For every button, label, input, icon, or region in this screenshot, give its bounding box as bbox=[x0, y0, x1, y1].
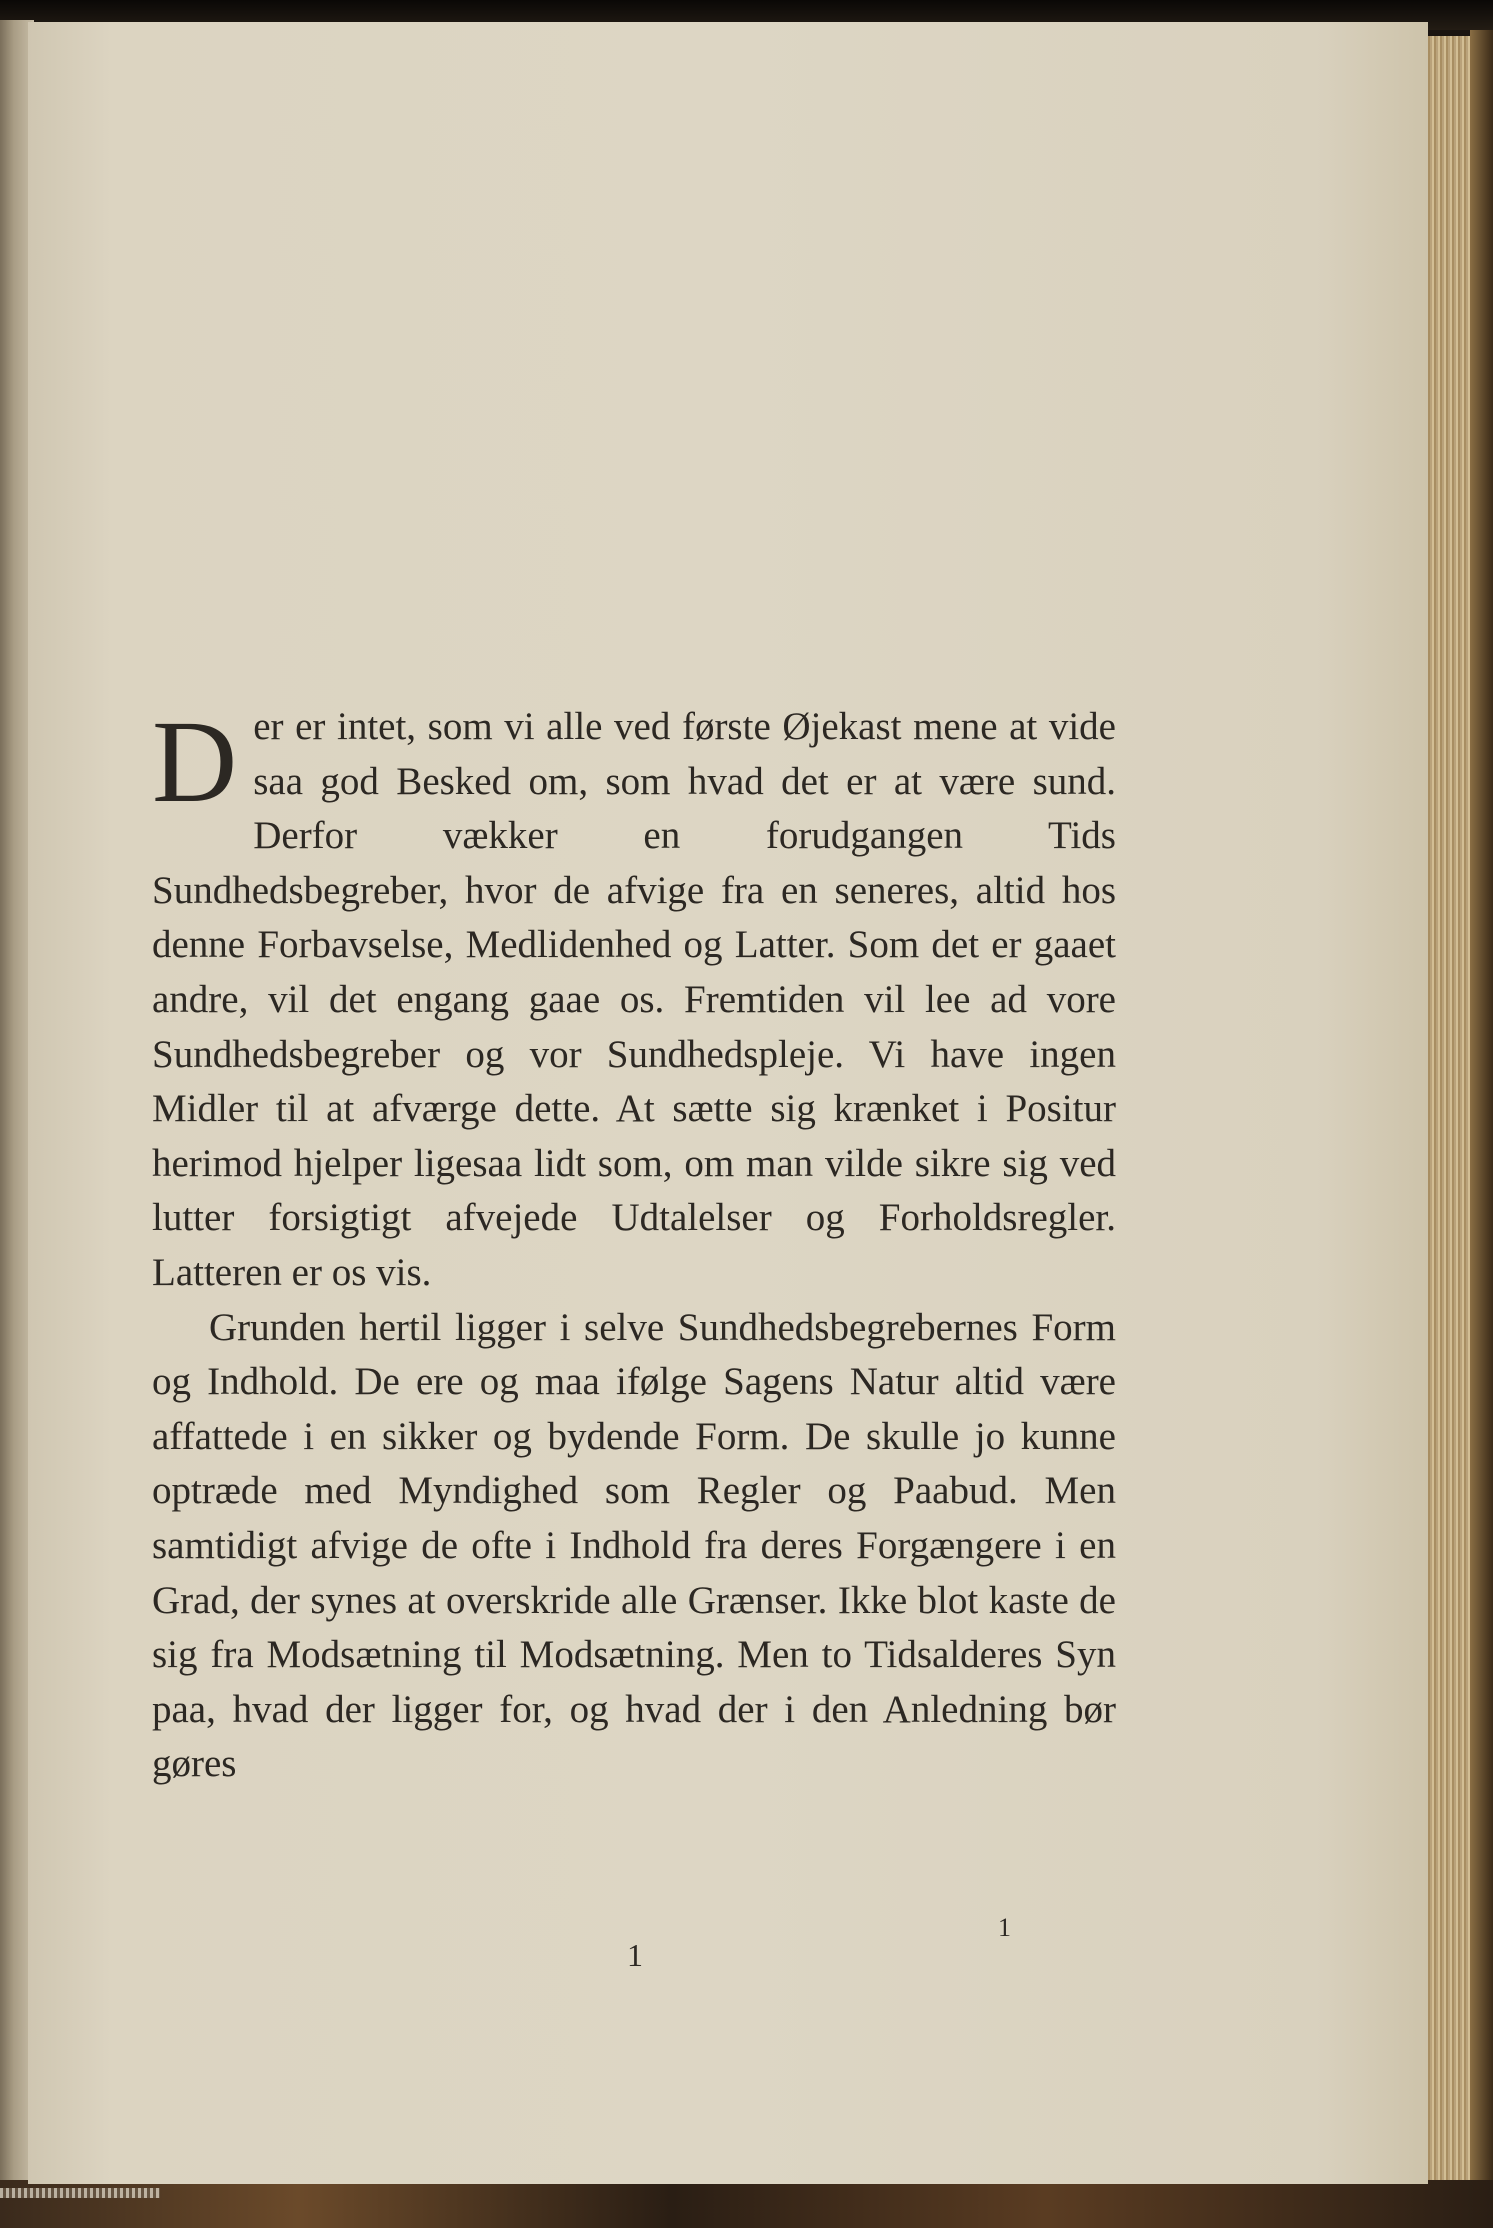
signature-mark: 1 bbox=[998, 1913, 1011, 1942]
scan-bottom-border bbox=[0, 2180, 1493, 2228]
paragraph-1 bbox=[152, 696, 1116, 1301]
paragraph-2: Grunden hertil ligger i selve Sundhedsbegrebernes Form og Indhold. De ere og maa ifølge Sagens Natur altid være affattede i en sikker og bydende Form. De skulle jo kunne optræde med Myndighed som Regler og Paabud. Men samtidigt afvige de ofte i Indhold fra deres Forgængere i en Grad, der synes at overskride alle Grænser. Ikke blot kaste de sig fra Modsætning til Modsætning. Men to Tidsalderes Syn paa, hvad der ligger for, og hvad der i den Anledning bør gøres bbox=[152, 1305, 1116, 1786]
drop-cap: D bbox=[152, 696, 238, 827]
book-cover-edge bbox=[1470, 30, 1493, 2190]
page-number: 1 bbox=[627, 1937, 643, 1973]
scan-ruler-strip bbox=[0, 2188, 160, 2198]
paragraph-1-text: er er intet, som vi alle ved første Øjekast mene at vide saa god Besked om, som hvad det er at være sund. Derfor vækker en forudgangen Tids Sundhedsbegreber, hvor de afvige fra en seneres, altid hos denne Forbavselse, Medlidenhed og Latter. Som det er gaaet andre, vil det engang gaae os. Fremtiden vil lee ad vore Sundhedsbegreber og vor Sundhedspleje. Vi have ingen Midler til at afværge dette. At sætte sig krænket i Positur herimod hjelper ligesaa lidt som, om man vilde sikre sig ved lutter forsigtigt afvejede Udtalelser og Forholdsregler. Latteren er os vis. bbox=[152, 705, 1116, 1294]
body-text bbox=[152, 696, 1116, 1792]
